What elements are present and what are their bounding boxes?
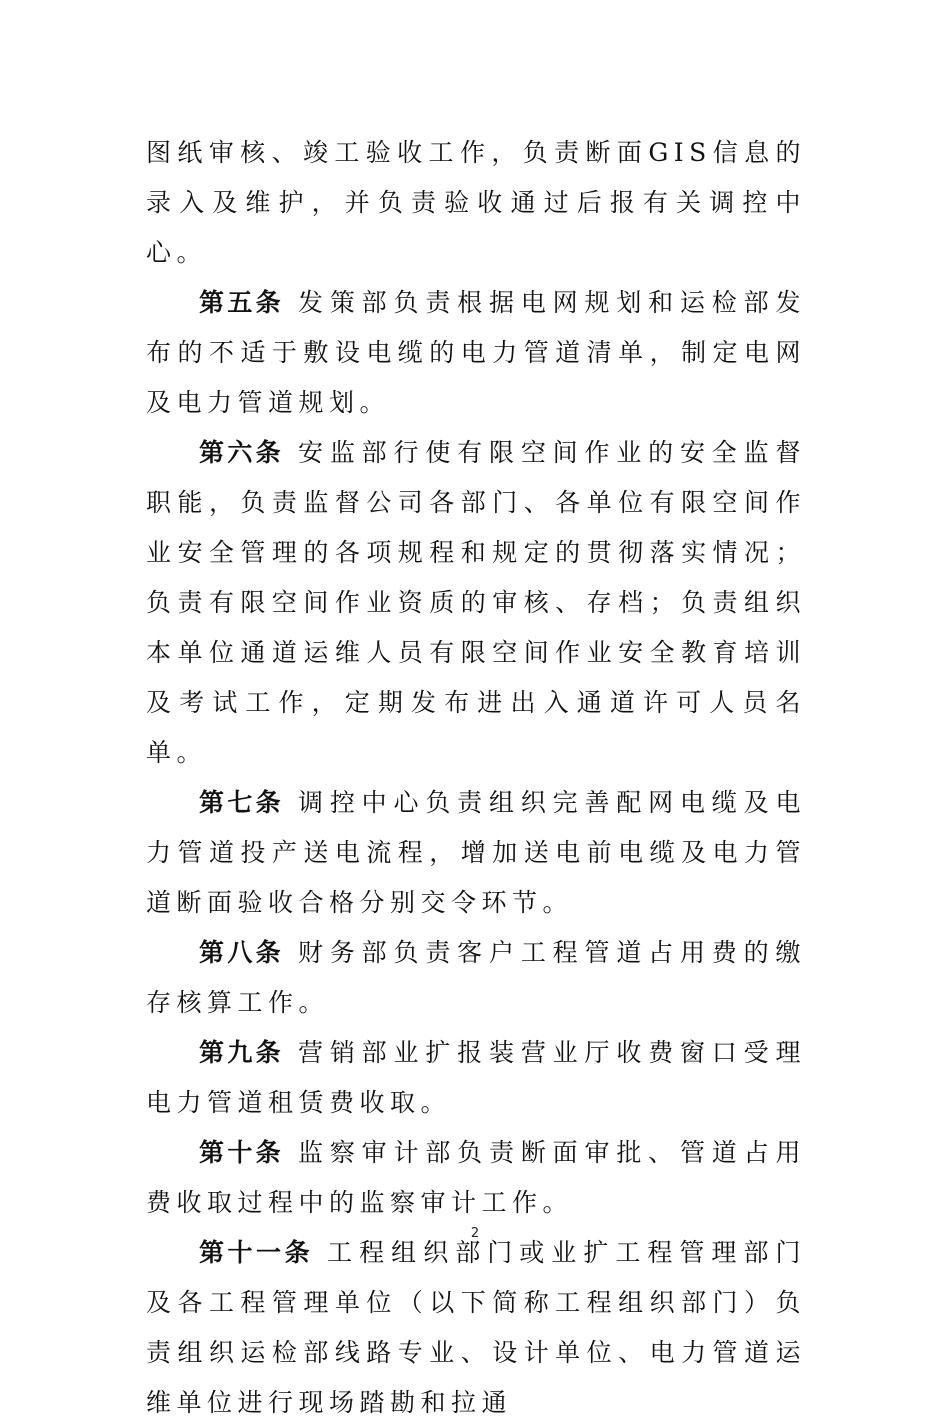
article-number: 第八条: [199, 938, 284, 967]
article-number: 第五条: [199, 288, 284, 317]
article-text: 安监部行使有限空间作业的安全监督职能，负责监督公司各部门、各单位有限空间作业安全管理的各项规程和规定的贯彻落实情况；负责有限空间作业资质的审核、存档；负责组织本单位通道运维人员有限空间作业安全教育培训及考试工作，定期发布进出入通道许可人员名单。: [146, 438, 806, 767]
article-text: 财务部负责客户工程管道占用费的缴存核算工作。: [146, 938, 806, 1017]
article-9: [146, 1028, 806, 1128]
article-number: 第十一条: [199, 1238, 314, 1267]
article-number: 第六条: [199, 438, 284, 467]
page-number: 2: [470, 1226, 480, 1241]
continuation-paragraph: 图纸审核、竣工验收工作，负责断面GIS信息的录入及维护，并负责验收通过后报有关调控中心。: [146, 138, 806, 267]
article-8: [146, 928, 806, 1028]
article-text: 监察审计部负责断面审批、管道占用费收取过程中的监察审计工作。: [146, 1138, 806, 1217]
article-text: 调控中心负责组织完善配网电缆及电力管道投产送电流程，增加送电前电缆及电力管道断面验收合格分别交令环节。: [146, 788, 806, 917]
article-6: [146, 428, 806, 778]
article-10: [146, 1128, 806, 1228]
article-number: 第十条: [199, 1138, 284, 1167]
article-number: 第七条: [199, 788, 284, 817]
article-number: 第九条: [199, 1038, 284, 1067]
article-5: [146, 278, 806, 428]
article-text: 工程组织部门或业扩工程管理部门及各工程管理单位（以下简称工程组织部门）负责组织运检部线路专业、设计单位、电力管道运维单位进行现场踏勘和拉通: [146, 1238, 806, 1417]
article-11: [146, 1228, 806, 1428]
article-7: [146, 778, 806, 928]
article-text: 发策部负责根据电网规划和运检部发布的不适于敷设电缆的电力管道清单，制定电网及电力管道规划。: [146, 288, 806, 417]
article-text: 营销部业扩报装营业厅收费窗口受理电力管道租赁费收取。: [146, 1038, 806, 1117]
